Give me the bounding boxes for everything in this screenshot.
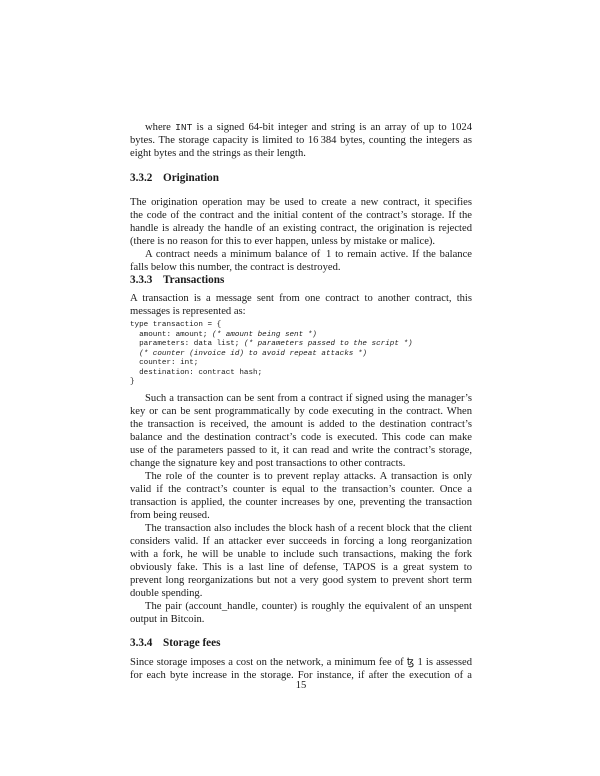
- inline-code: INT: [175, 122, 193, 133]
- paragraph-line: The role of the counter is to prevent replay attacks. A transaction is only: [145, 471, 472, 482]
- code-line: [130, 369, 262, 378]
- paragraph-line: falls below this number, the contract is destroyed.: [130, 262, 341, 273]
- paragraph-line: change the signature key and post transactions to other contracts.: [130, 458, 406, 469]
- section-number: 3.3.2: [130, 172, 153, 184]
- code-text: counter: int;: [130, 359, 199, 367]
- paragraph-line: output in Bitcoin.: [130, 614, 205, 625]
- paragraph-line: the code of the contract and the initial content of the contract’s storage. If the: [130, 210, 472, 221]
- paragraph-line: The origination operation may be used to create a new contract, it specifies: [130, 197, 472, 208]
- code-line: [130, 321, 221, 330]
- intro-line: bytes. The storage capacity is limited to 16 384 bytes, counting the integers as: [130, 135, 472, 146]
- section-number: 3.3.3: [130, 274, 153, 286]
- code-comment: (* amount being sent *): [212, 330, 317, 339]
- text-span: is a signed 64-bit integer and string is an array of up to 1024: [192, 122, 472, 133]
- section-number: 3.3.4: [130, 637, 153, 649]
- paragraph-line: (there is no reason for this to ever happen, unless by mistake or malice).: [130, 236, 436, 247]
- paragraph-line: considers valid. If an attacker ever succeeds in forcing a long reorganization: [130, 536, 472, 547]
- code-text: [130, 350, 139, 358]
- code-text: }: [130, 378, 135, 386]
- section-heading-transactions: [130, 274, 224, 287]
- text-span: where: [145, 122, 176, 133]
- paragraph-line: The transaction also includes the block hash of a recent block that the client: [145, 523, 472, 534]
- code-line: [130, 350, 367, 359]
- paragraph-line: from being reused.: [130, 510, 210, 521]
- paragraph-line: The pair (account_handle, counter) is roughly the equivalent of an unspent: [145, 601, 472, 612]
- intro-line: eight bytes and the strings as their length.: [130, 148, 306, 159]
- code-line: [130, 340, 413, 349]
- paragraph-line: the transaction is received, the amount is added to the destination contract’s: [130, 419, 472, 430]
- code-text: parameters: data list;: [130, 340, 244, 348]
- section-title: Storage fees: [163, 637, 221, 649]
- paragraph-line: with a fork, he will be unable to include such transactions, making the fork: [130, 549, 472, 560]
- section-heading-storage-fees: [130, 637, 220, 650]
- code-line: [130, 359, 198, 368]
- code-comment: (* counter (invoice id) to avoid repeat attacks *): [139, 349, 367, 358]
- paragraph-line: balance and the destination contract’s code is executed. This code can make: [130, 432, 472, 443]
- paragraph-line: obviously fake. This is a last line of defense, TAPOS is a great system to: [130, 562, 472, 573]
- section-title: Transactions: [163, 274, 225, 286]
- code-comment: (* parameters passed to the script *): [243, 340, 413, 348]
- paragraph-line: handle is already the handle of an existing contract, the origination is rejected: [130, 223, 472, 234]
- paragraph-line: Such a transaction can be sent from a contract if signed using the manager’s: [145, 393, 472, 404]
- paragraph-line: for each byte increase in the storage. For instance, if after the execution of a: [130, 670, 472, 681]
- paragraph-line: double spending.: [130, 588, 203, 599]
- code-text: amount: amount;: [130, 330, 213, 339]
- code-text: destination: contract hash;: [130, 368, 263, 377]
- paragraph-line: use of the parameters passed to it, it can read and write the contract’s storage,: [130, 445, 472, 456]
- paragraph-line: messages is represented as:: [130, 306, 246, 317]
- code-line: [130, 378, 135, 387]
- page-number: 15: [295, 680, 307, 691]
- paragraph-line: Since storage imposes a cost on the network, a minimum fee of ꜩ 1 is assessed: [130, 657, 472, 668]
- paragraph-line: A transaction is a message sent from one contract to another contract, this: [130, 293, 472, 304]
- section-title: Origination: [163, 172, 219, 184]
- paragraph-line: key or can be sent programmatically by code executing in the contract. When: [130, 406, 472, 417]
- intro-line: [130, 121, 472, 134]
- paragraph-line: A contract needs a minimum balance of 1 to remain active. If the balance: [145, 249, 472, 260]
- paragraph-line: transaction is applied, the counter increases by one, preventing the transaction: [130, 497, 472, 508]
- section-heading-origination: [130, 172, 219, 185]
- code-line: [130, 331, 317, 340]
- paragraph-line: prevent long reorganizations but not a very good system to prevent short term: [130, 575, 472, 586]
- code-text: type transaction = {: [130, 321, 222, 329]
- paragraph-line: valid if the contract’s counter is equal to the transaction’s counter. Once a: [130, 484, 472, 495]
